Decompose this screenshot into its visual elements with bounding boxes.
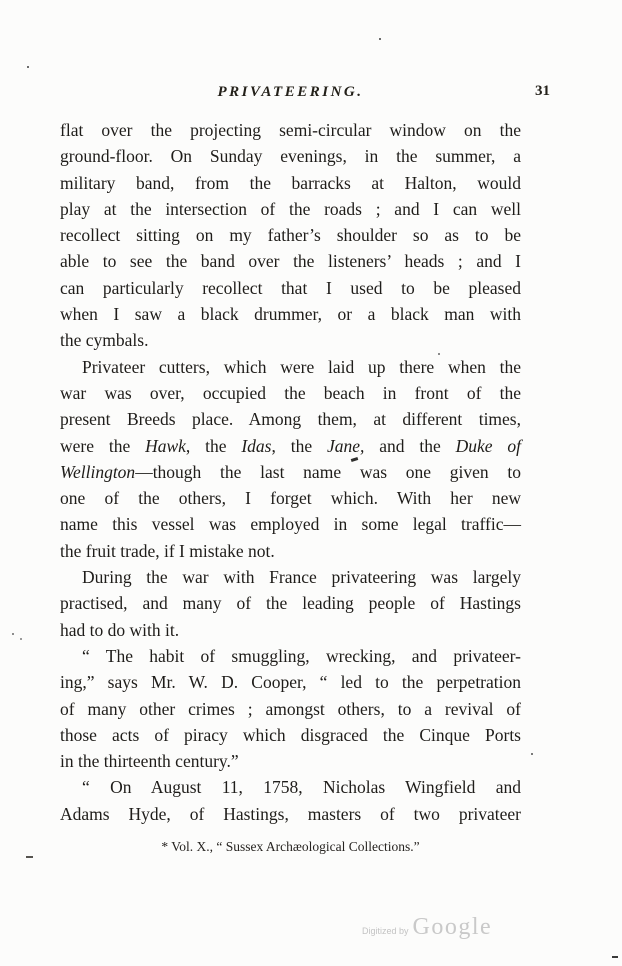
ship-name: Wellington [60, 461, 136, 482]
google-logo-text: Google [412, 914, 493, 940]
text-line [60, 459, 521, 485]
text-line: Adams Hyde, of Hastings, masters of two privateer [60, 803, 521, 824]
ship-name: Idas [241, 435, 272, 456]
ink-speck [531, 753, 533, 755]
text-line: ing,” says Mr. W. D. Cooper, “ led to the perpetration [60, 672, 521, 693]
text-line: ground-floor. On Sunday evenings, in the summer, a [60, 146, 521, 167]
ink-speck [20, 638, 22, 640]
text-line: flat over the projecting semi-circular window on the [60, 120, 521, 140]
ship-name: Jane, [326, 435, 365, 456]
text-segment: , the [271, 435, 327, 456]
ship-name: Duke of [455, 435, 521, 456]
page-number: 31 [535, 83, 550, 99]
text-segment: , the [185, 435, 242, 456]
text-line: the fruit trade, if I mistake not. [60, 540, 275, 561]
ink-speck [438, 353, 440, 355]
ink-speck [612, 956, 618, 958]
page-header-title: PRIVATEERING. [217, 84, 364, 100]
ink-speck [27, 66, 29, 68]
text-line: in the thirteenth century.” [60, 751, 239, 772]
ink-speck [379, 38, 381, 40]
body-text-block [60, 117, 521, 827]
text-line: “ The habit of smuggling, wrecking, and privateer- [82, 645, 521, 666]
text-line: “ On August 11, 1758, Nicholas Wingfield and [82, 777, 521, 798]
text-segment: —though the last name was one given to [135, 461, 521, 482]
text-segment: and the [364, 435, 456, 456]
running-header [60, 83, 521, 101]
ink-speck [26, 856, 33, 858]
text-line: those acts of piracy which disgraced the Cinque Ports [60, 724, 521, 745]
ink-speck [12, 633, 14, 635]
ship-name: Hawk [145, 435, 186, 456]
text-line: During the war with France privateering was largely [82, 567, 521, 588]
text-line: name this vessel was employed in some legal traffic— [60, 514, 521, 535]
text-line: the cymbals. [60, 330, 149, 351]
text-line: of many other crimes ; amongst others, to a revival of [60, 698, 521, 719]
text-line: play at the intersection of the roads ; and I can well [60, 198, 521, 219]
text-segment: were the [60, 435, 146, 456]
text-line: able to see the band over the listeners’ heads ; and I [60, 251, 521, 272]
text-line: when I saw a black drummer, or a black man with [60, 304, 521, 325]
text-line: recollect sitting on my father’s shoulder so as to be [60, 225, 521, 246]
text-line: military band, from the barracks at Halton, would [60, 172, 521, 193]
footnote: * Vol. X., “ Sussex Archæological Collections.” [161, 839, 420, 854]
text-line: Privateer cutters, which were laid up there when the [82, 356, 521, 377]
text-line: had to do with it. [60, 619, 180, 640]
digitized-by-label: Digitized by [362, 926, 409, 936]
text-line: war was over, occupied the beach in front of the [60, 382, 521, 403]
digitization-watermark [362, 914, 492, 941]
text-line: one of the others, I forget which. With her new [60, 488, 521, 509]
text-line: practised, and many of the leading people of Hastings [60, 593, 521, 614]
text-line [60, 433, 521, 459]
text-line: can particularly recollect that I used to be pleased [60, 277, 521, 298]
text-line: present Breeds place. Among them, at different times, [60, 409, 521, 430]
